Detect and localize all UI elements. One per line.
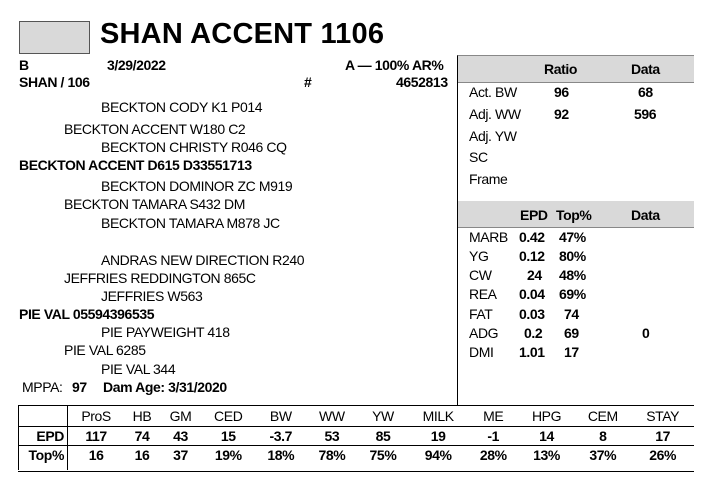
top-value: 16 — [134, 447, 150, 463]
dam-age: Dam Age: 3/31/2020 — [103, 379, 227, 395]
carcass-top: 74 — [564, 306, 579, 322]
epd-value: 53 — [306, 427, 357, 446]
carcass-epd: 24 — [527, 267, 542, 283]
lot-number-box — [19, 21, 90, 54]
col-header: ME — [468, 406, 519, 427]
perf-ratio: 96 — [554, 84, 569, 100]
epd-value: 8 — [574, 427, 631, 446]
top-value: 16 — [88, 447, 104, 463]
animal-name-title: SHAN ACCENT 1106 — [100, 18, 385, 50]
pedigree-dam-sire-sire: ANDRAS NEW DIRECTION R240 — [101, 252, 305, 268]
pedigree-dam-sire: JEFFRIES REDDINGTON 865C — [64, 270, 256, 286]
perf-label: SC — [469, 149, 488, 165]
carcass-data: 0 — [642, 325, 650, 341]
carcass-label: DMI — [469, 344, 494, 360]
epd-value: -3.7 — [255, 427, 306, 446]
pedigree-sire: BECKTON ACCENT D615 D33551713 — [19, 157, 252, 173]
breed-percentage: A — 100% AR% — [345, 57, 444, 73]
epd-value: 43 — [160, 427, 201, 446]
epd-value: 15 — [201, 427, 255, 446]
carcass-epd: 1.01 — [519, 344, 545, 360]
pedigree-sire-sire: BECKTON ACCENT W180 C2 — [64, 121, 246, 137]
col-header: STAY — [631, 406, 694, 427]
carcass-epd: 0.04 — [519, 286, 545, 302]
carcass-epd-header: EPD — [520, 207, 548, 223]
carcass-label: ADG — [469, 325, 499, 341]
pedigree-dam-sire-dam: JEFFRIES W563 — [101, 288, 203, 304]
epd-value: 19 — [409, 427, 468, 446]
registration-label: # — [304, 74, 312, 90]
carcass-epd: 0.12 — [519, 248, 545, 264]
pedigree-sire-sire-dam: BECKTON CHRISTY R046 CQ — [101, 139, 287, 155]
col-header: CED — [201, 406, 255, 427]
perf-label: Frame — [469, 171, 508, 187]
carcass-top: 80% — [559, 248, 586, 264]
performance-panel — [457, 55, 694, 405]
owner-tag: SHAN / 106 — [19, 74, 90, 90]
birth-date: 3/29/2022 — [107, 57, 166, 73]
perf-data: 68 — [638, 84, 653, 100]
data-header: Data — [631, 61, 660, 77]
pedigree-sire-dam-sire: BECKTON DOMINOR ZC M919 — [101, 178, 293, 194]
col-header: GM — [160, 406, 201, 427]
pedigree-sire-sire-sire: BECKTON CODY K1 P014 — [101, 99, 263, 115]
perf-label: Adj. WW — [469, 106, 521, 122]
pedigree-dam: PIE VAL 05594396535 — [19, 306, 155, 322]
carcass-data-header: Data — [631, 207, 660, 223]
epd-value: 14 — [519, 427, 575, 446]
perf-ratio: 92 — [554, 106, 569, 122]
carcass-label: CW — [469, 267, 492, 283]
pedigree-dam-dam-sire: PIE PAYWEIGHT 418 — [101, 324, 230, 340]
perf-label: Adj. YW — [469, 128, 517, 144]
mppa-label: MPPA: — [22, 379, 63, 395]
top-value: 28% — [479, 447, 507, 463]
carcass-epd: 0.42 — [519, 229, 545, 245]
ratio-header: Ratio — [544, 61, 578, 77]
col-header: BW — [255, 406, 306, 427]
carcass-top: 17 — [564, 344, 579, 360]
carcass-top: 69 — [564, 325, 579, 341]
epd-value: 85 — [357, 427, 408, 446]
carcass-label: REA — [469, 286, 497, 302]
sex-code: B — [19, 57, 29, 73]
pedigree-dam-dam-dam: PIE VAL 344 — [101, 361, 176, 377]
top-value: 37 — [173, 447, 188, 463]
epd-value: 74 — [124, 427, 160, 446]
col-header: ProS — [68, 406, 124, 427]
epd-value: -1 — [468, 427, 519, 446]
carcass-label: YG — [469, 248, 489, 264]
pedigree-sire-dam: BECKTON TAMARA S432 DM — [64, 196, 246, 212]
top-value: 37% — [589, 447, 617, 463]
epd-table — [18, 406, 694, 464]
top-value: 19% — [214, 447, 242, 463]
pedigree-dam-dam: PIE VAL 6285 — [64, 342, 146, 358]
perf-label: Act. BW — [469, 84, 517, 100]
epd-table-corner — [18, 406, 68, 427]
carcass-label: FAT — [469, 306, 493, 322]
carcass-top: 47% — [559, 229, 586, 245]
carcass-epd: 0.03 — [519, 306, 545, 322]
mppa-value: 97 — [72, 379, 87, 395]
top-value: 75% — [369, 447, 397, 463]
carcass-top-header: Top% — [556, 207, 592, 223]
pedigree-sire-dam-dam: BECKTON TAMARA M878 JC — [101, 215, 280, 231]
top-row-label: Top% — [28, 447, 64, 463]
epd-row — [18, 427, 694, 446]
col-header: MILK — [409, 406, 468, 427]
carcass-epd: 0.2 — [524, 325, 543, 341]
epd-value: 117 — [68, 427, 124, 446]
registration-number: 4652813 — [396, 74, 448, 90]
top-value: 26% — [649, 447, 677, 463]
epd-table-header-row — [18, 406, 694, 427]
col-header: YW — [357, 406, 408, 427]
epd-value: 17 — [631, 427, 694, 446]
col-header: HPG — [519, 406, 575, 427]
col-header: HB — [124, 406, 160, 427]
col-header: CEM — [574, 406, 631, 427]
col-header: WW — [306, 406, 357, 427]
epd-row-label: EPD — [18, 427, 68, 446]
top-value: 18% — [267, 447, 295, 463]
top-percent-row — [18, 446, 694, 465]
perf-data: 596 — [634, 106, 657, 122]
carcass-top: 48% — [559, 267, 586, 283]
top-value: 94% — [424, 447, 452, 463]
top-value: 13% — [533, 447, 560, 463]
carcass-top: 69% — [559, 286, 586, 302]
carcass-label: MARB — [469, 229, 508, 245]
top-value: 78% — [318, 447, 346, 463]
